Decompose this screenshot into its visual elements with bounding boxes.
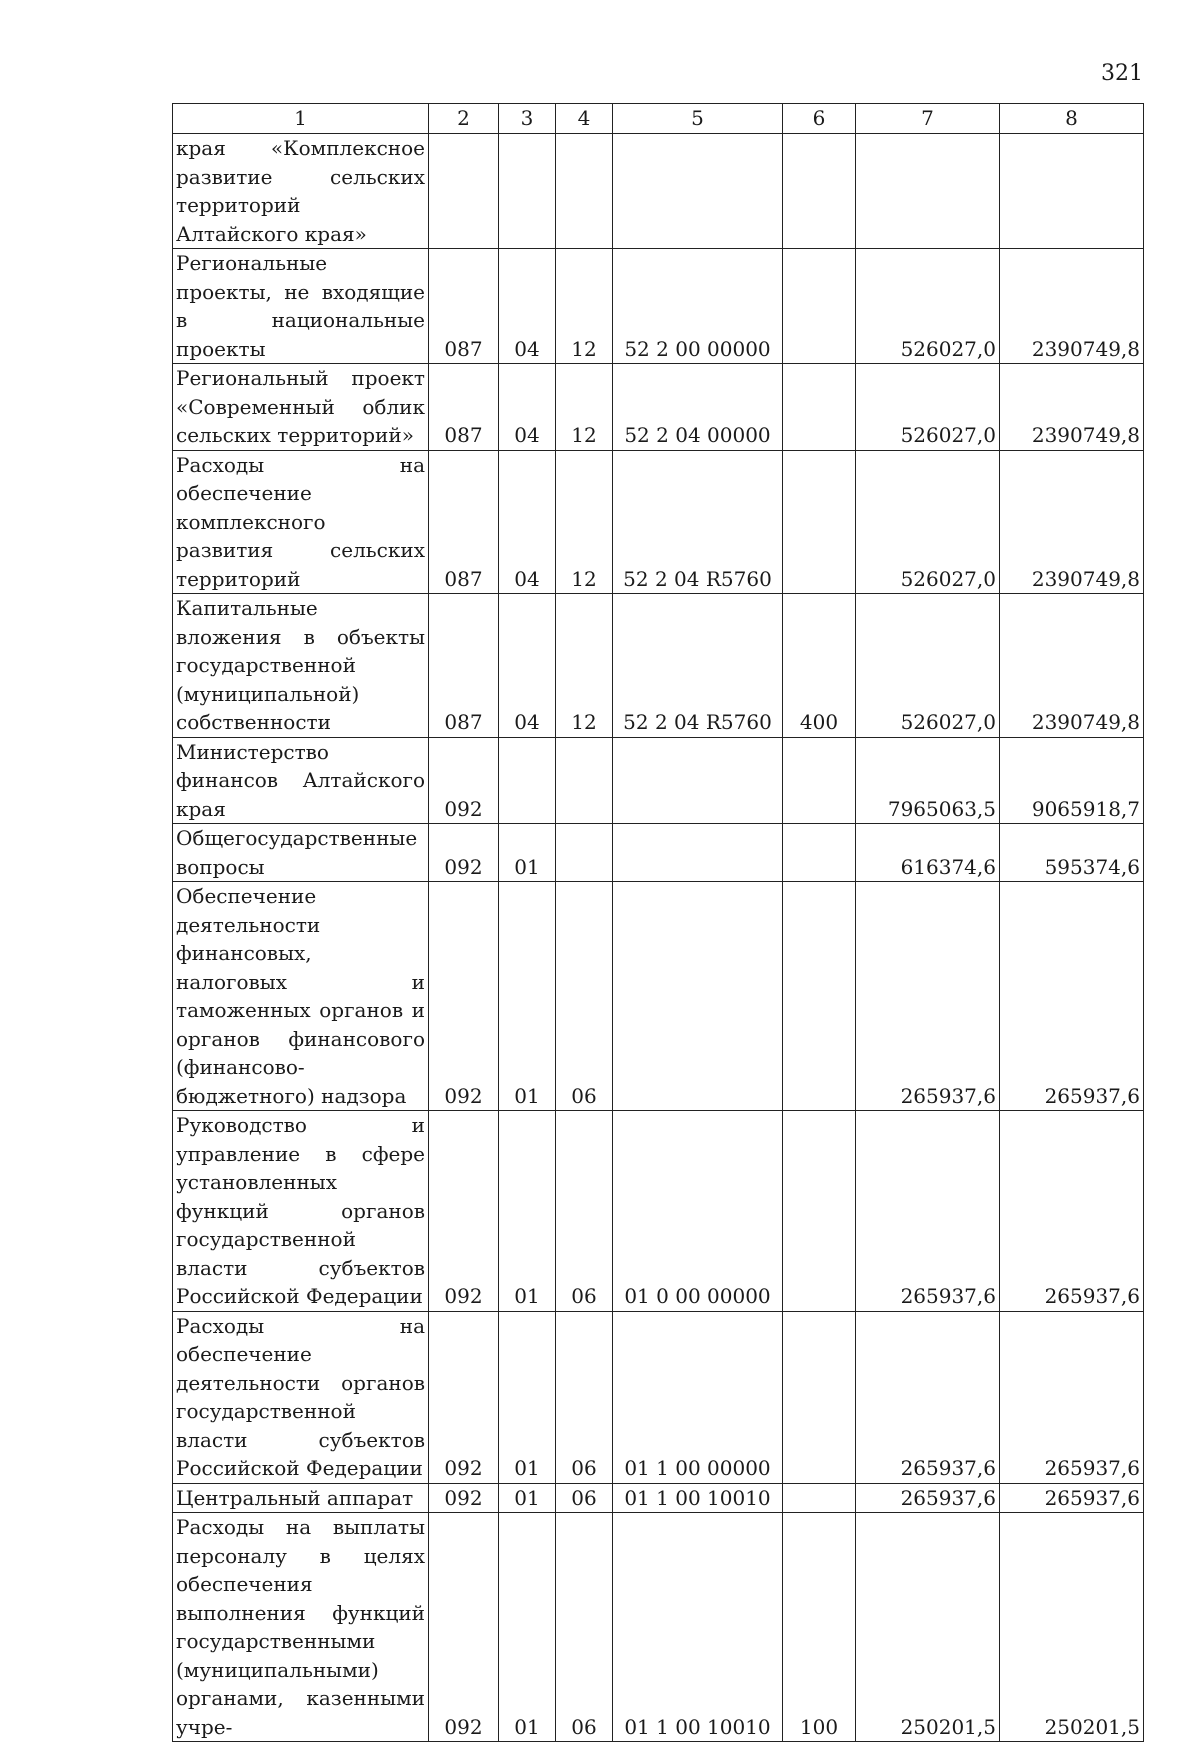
cell-target-article: 52 2 04 00000: [613, 364, 783, 451]
cell-subsection: 06: [556, 1483, 613, 1513]
cell-subsection: 06: [556, 1311, 613, 1483]
page-number: 321: [1101, 61, 1143, 86]
header-col-2: 2: [429, 104, 499, 134]
header-col-1: 1: [173, 104, 429, 134]
cell-amount-7: 7965063,5: [856, 737, 1000, 824]
cell-amount-8: 250201,5: [1000, 1513, 1144, 1742]
cell-section: 01: [499, 1111, 556, 1312]
cell-subsection: 06: [556, 882, 613, 1111]
cell-amount-8: 2390749,8: [1000, 249, 1144, 364]
table-row: [173, 824, 1144, 882]
row-name: Обеспечение деятельности финансовых, налоговых и таможенных органов и органов финансового (финансово-бюджетного) надзора: [173, 882, 429, 1111]
header-col-5: 5: [613, 104, 783, 134]
cell-target-article: 52 2 04 R5760: [613, 450, 783, 594]
cell-section: 01: [499, 882, 556, 1111]
cell-admin-code: 092: [429, 1483, 499, 1513]
cell-expense-type: 100: [783, 1513, 856, 1742]
header-col-7: 7: [856, 104, 1000, 134]
cell-expense-type: [783, 450, 856, 594]
header-col-8: 8: [1000, 104, 1144, 134]
cell-amount-7: [856, 134, 1000, 249]
cell-amount-8: 265937,6: [1000, 1483, 1144, 1513]
cell-subsection: 12: [556, 450, 613, 594]
cell-admin-code: 092: [429, 737, 499, 824]
cell-admin-code: 092: [429, 882, 499, 1111]
cell-subsection: [556, 824, 613, 882]
row-name: Расходы на обеспечение деятельности органов государственной власти субъектов Российской Федерации: [173, 1311, 429, 1483]
cell-section: 01: [499, 824, 556, 882]
cell-target-article: [613, 882, 783, 1111]
cell-subsection: 06: [556, 1111, 613, 1312]
cell-admin-code: 092: [429, 1111, 499, 1312]
cell-section: 01: [499, 1311, 556, 1483]
cell-amount-7: 526027,0: [856, 364, 1000, 451]
cell-admin-code: 087: [429, 450, 499, 594]
cell-target-article: [613, 134, 783, 249]
cell-amount-8: 2390749,8: [1000, 364, 1144, 451]
row-name: края «Комплексное развитие сельских территорий Алтайского края»: [173, 134, 429, 249]
row-name: Министерство финансов Алтайского края: [173, 737, 429, 824]
table-row: [173, 249, 1144, 364]
cell-section: [499, 134, 556, 249]
cell-amount-7: 250201,5: [856, 1513, 1000, 1742]
cell-subsection: 12: [556, 249, 613, 364]
header-col-6: 6: [783, 104, 856, 134]
cell-amount-7: 265937,6: [856, 1483, 1000, 1513]
row-name: Расходы на выплаты персоналу в целях обеспечения выполнения функций государственными (муниципальными) органами, казенными учре-: [173, 1513, 429, 1742]
cell-amount-8: 265937,6: [1000, 1111, 1144, 1312]
cell-section: 04: [499, 364, 556, 451]
cell-amount-7: 265937,6: [856, 1111, 1000, 1312]
table-row: [173, 450, 1144, 594]
cell-amount-8: 2390749,8: [1000, 594, 1144, 738]
cell-section: 01: [499, 1483, 556, 1513]
cell-target-article: [613, 824, 783, 882]
cell-target-article: [613, 737, 783, 824]
row-name: Региональные проекты, не входящие в национальные проекты: [173, 249, 429, 364]
cell-expense-type: [783, 249, 856, 364]
cell-subsection: [556, 737, 613, 824]
cell-expense-type: [783, 134, 856, 249]
cell-amount-7: 265937,6: [856, 882, 1000, 1111]
cell-expense-type: [783, 1311, 856, 1483]
row-name: Региональный проект «Современный облик сельских территорий»: [173, 364, 429, 451]
table-row: [173, 882, 1144, 1111]
row-name: Центральный аппарат: [173, 1483, 429, 1513]
table-row: [173, 594, 1144, 738]
cell-subsection: 12: [556, 594, 613, 738]
cell-amount-7: 526027,0: [856, 450, 1000, 594]
row-name: Расходы на обеспечение комплексного развития сельских территорий: [173, 450, 429, 594]
cell-admin-code: 092: [429, 1311, 499, 1483]
cell-amount-8: 595374,6: [1000, 824, 1144, 882]
cell-section: [499, 737, 556, 824]
table-header-row: [173, 104, 1144, 134]
cell-expense-type: [783, 1111, 856, 1312]
table-row: [173, 1513, 1144, 1742]
cell-amount-7: 265937,6: [856, 1311, 1000, 1483]
cell-admin-code: 092: [429, 824, 499, 882]
cell-admin-code: 092: [429, 1513, 499, 1742]
cell-expense-type: [783, 364, 856, 451]
cell-expense-type: [783, 737, 856, 824]
cell-subsection: 12: [556, 364, 613, 451]
cell-target-article: 01 1 00 10010: [613, 1483, 783, 1513]
row-name: Руководство и управление в сфере установленных функций органов государственной власти субъектов Российской Федерации: [173, 1111, 429, 1312]
cell-amount-8: 2390749,8: [1000, 450, 1144, 594]
table-row: [173, 1111, 1144, 1312]
table-row: [173, 737, 1144, 824]
cell-amount-8: 265937,6: [1000, 1311, 1144, 1483]
table-row: [173, 1483, 1144, 1513]
cell-amount-8: [1000, 134, 1144, 249]
budget-table: [172, 103, 1144, 1742]
cell-section: 04: [499, 249, 556, 364]
header-col-3: 3: [499, 104, 556, 134]
cell-target-article: 01 0 00 00000: [613, 1111, 783, 1312]
cell-amount-8: 265937,6: [1000, 882, 1144, 1111]
cell-amount-8: 9065918,7: [1000, 737, 1144, 824]
header-col-4: 4: [556, 104, 613, 134]
table-row: [173, 364, 1144, 451]
cell-target-article: 52 2 04 R5760: [613, 594, 783, 738]
cell-expense-type: [783, 824, 856, 882]
cell-section: 04: [499, 450, 556, 594]
cell-subsection: [556, 134, 613, 249]
cell-subsection: 06: [556, 1513, 613, 1742]
cell-admin-code: 087: [429, 594, 499, 738]
cell-target-article: 01 1 00 10010: [613, 1513, 783, 1742]
cell-amount-7: 616374,6: [856, 824, 1000, 882]
cell-admin-code: 087: [429, 249, 499, 364]
cell-amount-7: 526027,0: [856, 249, 1000, 364]
table-row: [173, 1311, 1144, 1483]
row-name: Общегосударственные вопросы: [173, 824, 429, 882]
cell-section: 01: [499, 1513, 556, 1742]
cell-expense-type: 400: [783, 594, 856, 738]
table-row: [173, 134, 1144, 249]
cell-target-article: 52 2 00 00000: [613, 249, 783, 364]
cell-amount-7: 526027,0: [856, 594, 1000, 738]
cell-expense-type: [783, 882, 856, 1111]
cell-section: 04: [499, 594, 556, 738]
cell-target-article: 01 1 00 00000: [613, 1311, 783, 1483]
cell-admin-code: 087: [429, 364, 499, 451]
row-name: Капитальные вложения в объекты государственной (муниципальной) собственности: [173, 594, 429, 738]
cell-expense-type: [783, 1483, 856, 1513]
cell-admin-code: [429, 134, 499, 249]
